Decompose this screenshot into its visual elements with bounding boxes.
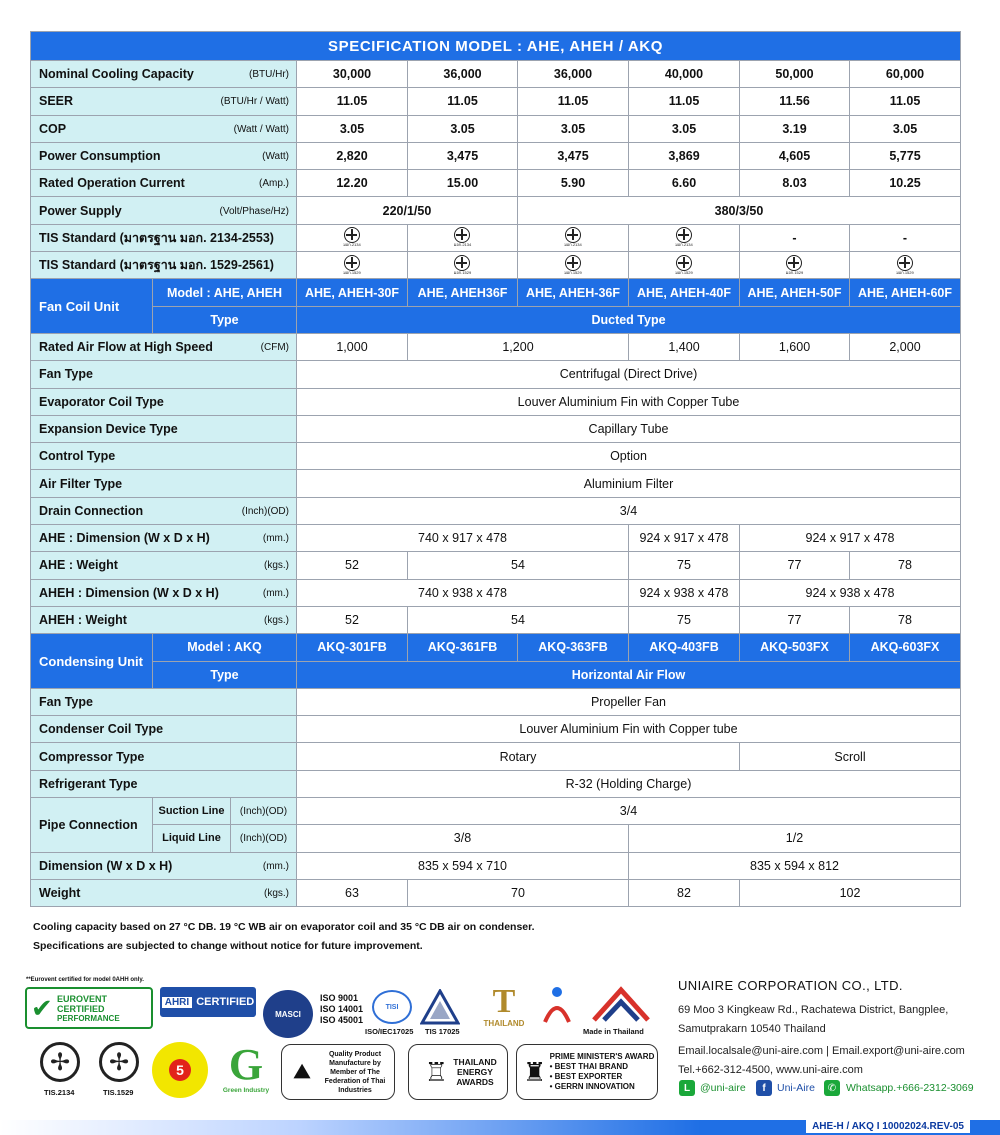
footer-doc-code: AHE-H / AKQ I 10002024.REV-05	[806, 1120, 970, 1133]
table-cell: 3/8	[297, 825, 629, 852]
table-cell: Aluminium Filter	[297, 470, 961, 497]
company-name: UNIAIRE CORPORATION CO., LTD.	[678, 978, 903, 993]
row-label: Control Type	[31, 443, 297, 470]
green-industry-logo: G Green Industry	[222, 1039, 270, 1094]
table-cell: 924 x 938 x 478	[740, 579, 961, 606]
row-label: (BTU/Hr / Watt) SEER	[31, 88, 297, 115]
table-row	[31, 661, 961, 688]
row-label: (mm.) AHE : Dimension (W x D x H)	[31, 525, 297, 552]
table-row	[31, 606, 961, 633]
type-label: Type	[153, 661, 297, 688]
table-cell: 3.05	[408, 115, 518, 142]
row-label: (kgs.) Weight	[31, 879, 297, 906]
table-cell: 1,400	[629, 333, 740, 360]
table-cell: 3,475	[408, 142, 518, 169]
table-cell: Louver Aluminium Fin with Copper Tube	[297, 388, 961, 415]
ahri-logo: AHRI CERTIFIED	[160, 987, 256, 1017]
table-cell: 835 x 594 x 710	[297, 852, 629, 879]
table-cell: 11.56	[740, 88, 850, 115]
section-fan-coil-unit: Fan Coil Unit	[31, 279, 153, 334]
tis-1529-caption: TIS.1529	[103, 1088, 134, 1097]
table-cell: 2,820	[297, 142, 408, 169]
table-cell: 740 x 938 x 478	[297, 579, 629, 606]
table-row	[31, 716, 961, 743]
table-cell: 3,475	[518, 142, 629, 169]
whatsapp-icon: ✆	[824, 1080, 840, 1096]
table-cell: Rotary	[297, 743, 740, 770]
row-label: (Amp.) Rated Operation Current	[31, 170, 297, 197]
table-cell: 63	[297, 879, 408, 906]
table-cell: 380/3/50	[518, 197, 961, 224]
table-cell: Centrifugal (Direct Drive)	[297, 361, 961, 388]
company-email: Email.localsale@uni-aire.com | Email.export@uni-aire.com	[678, 1045, 965, 1057]
table-row	[31, 279, 961, 306]
note-cooling-capacity: Cooling capacity based on 27 °C DB. 19 °C WB air on evaporator coil and 35 °C DB air on condenser.	[33, 921, 535, 933]
table-row	[31, 142, 961, 169]
row-label: Fan Type	[31, 688, 297, 715]
table-cell: 3,869	[629, 142, 740, 169]
table-cell: 3.05	[518, 115, 629, 142]
table-cell: Option	[297, 443, 961, 470]
unit-label: (Inch)(OD)	[231, 825, 297, 852]
table-cell: 3/4	[297, 497, 961, 524]
row-label: Condenser Coil Type	[31, 716, 297, 743]
line-icon: L	[679, 1080, 695, 1096]
table-cell: 11.05	[408, 88, 518, 115]
table-cell: 3.05	[629, 115, 740, 142]
row-label: Fan Type	[31, 361, 297, 388]
note-specifications: Specifications are subjected to change without notice for future improvement.	[33, 940, 423, 952]
table-cell: 40,000	[629, 61, 740, 88]
table-cell: 8.03	[740, 170, 850, 197]
table-row	[31, 879, 961, 906]
spec-title: SPECIFICATION MODEL : AHE, AHEH / AKQ	[31, 32, 961, 61]
table-row	[31, 852, 961, 879]
tis-17025-caption: TIS 17025	[425, 1027, 460, 1036]
row-label: (Inch)(OD) Drain Connection	[31, 497, 297, 524]
model-label: Model : AHE, AHEH	[153, 279, 297, 306]
row-label: TIS Standard (มาตรฐาน มอก. 1529-2561)	[31, 252, 297, 279]
tis-mark-icon: มอก.1529	[850, 252, 961, 279]
table-cell: 60,000	[850, 61, 961, 88]
tisi-accreditation-logo: TISI	[372, 990, 412, 1024]
table-cell: 4,605	[740, 142, 850, 169]
table-cell: -	[740, 224, 850, 251]
eurovent-logo: ✔ EUROVENT CERTIFIED PERFORMANCE	[25, 987, 153, 1029]
row-label: Evaporator Coil Type	[31, 388, 297, 415]
table-row	[31, 197, 961, 224]
table-row	[31, 115, 961, 142]
section-condensing-unit: Condensing Unit	[31, 634, 153, 689]
masci-logo: MASCI	[263, 990, 313, 1038]
table-cell: 78	[850, 606, 961, 633]
row-label: (BTU/Hr) Nominal Cooling Capacity	[31, 61, 297, 88]
model-cell: AHE, AHEH-50F	[740, 279, 850, 306]
table-row	[31, 61, 961, 88]
row-label: (mm.) Dimension (W x D x H)	[31, 852, 297, 879]
suction-line-label: Suction Line	[153, 798, 231, 825]
table-row	[31, 224, 961, 251]
table-row	[31, 333, 961, 360]
table-cell: 82	[629, 879, 740, 906]
table-cell: Scroll	[740, 743, 961, 770]
company-address-2: Samutprakarn 10540 Thailand	[678, 1023, 826, 1035]
row-label: (CFM) Rated Air Flow at High Speed	[31, 333, 297, 360]
model-cell: AKQ-301FB	[297, 634, 408, 661]
table-cell: 75	[629, 606, 740, 633]
energy-awards-logo: ♖ THAILAND ENERGY AWARDS	[408, 1044, 508, 1100]
tis-mark-icon: มอก.1529	[408, 252, 518, 279]
model-cell: AKQ-603FX	[850, 634, 961, 661]
table-row	[31, 252, 961, 279]
table-row	[31, 552, 961, 579]
tis-1529-logo: ✢	[99, 1042, 139, 1082]
row-label: Air Filter Type	[31, 470, 297, 497]
table-cell: 78	[850, 552, 961, 579]
model-cell: AHE, AHEH36F	[408, 279, 518, 306]
spec-table	[30, 31, 961, 907]
table-row	[31, 634, 961, 661]
table-cell: 1/2	[629, 825, 961, 852]
table-cell: 11.05	[297, 88, 408, 115]
table-cell: 30,000	[297, 61, 408, 88]
table-cell: 5.90	[518, 170, 629, 197]
table-cell: 3/4	[297, 798, 961, 825]
table-cell: Capillary Tube	[297, 415, 961, 442]
company-tel: Tel.+662-312-4500, www.uni-aire.com	[678, 1064, 863, 1076]
thai-government-logo	[540, 984, 574, 1024]
model-cell: AHE, AHEH-36F	[518, 279, 629, 306]
tis-2134-logo: ✢	[40, 1042, 80, 1082]
row-label: Expansion Device Type	[31, 415, 297, 442]
table-row	[31, 770, 961, 797]
facebook-icon: f	[756, 1080, 772, 1096]
table-row	[31, 361, 961, 388]
tis-17025-logo	[420, 989, 460, 1025]
table-cell: 15.00	[408, 170, 518, 197]
row-label: Pipe Connection	[31, 798, 153, 853]
table-row	[31, 798, 961, 825]
table-cell: 1,200	[408, 333, 629, 360]
whatsapp-link[interactable]: Whatsapp.+666-2312-3069	[846, 1082, 974, 1094]
table-cell: 3.05	[297, 115, 408, 142]
iso-17025-caption: ISO/IEC17025	[365, 1027, 414, 1036]
eurovent-note: **Eurovent certified for model 0AHH only.	[26, 977, 144, 983]
iso-list: ISO 9001 ISO 14001 ISO 45001	[320, 993, 364, 1025]
table-cell: Propeller Fan	[297, 688, 961, 715]
pm-award-logo: ♜ PRIME MINISTER'S AWARD • BEST THAI BRAND • BEST EXPORTER • GERRN INNOVATION	[516, 1044, 658, 1100]
row-label: (Volt/Phase/Hz) Power Supply	[31, 197, 297, 224]
tis-2134-caption: TIS.2134	[44, 1088, 75, 1097]
table-cell: 102	[740, 879, 961, 906]
table-cell: 52	[297, 606, 408, 633]
tis-mark-icon: มอก.2134	[408, 224, 518, 251]
row-label: (kgs.) AHEH : Weight	[31, 606, 297, 633]
tis-mark-icon: มอก.2134	[629, 224, 740, 251]
table-cell: 1,600	[740, 333, 850, 360]
table-cell: -	[850, 224, 961, 251]
table-row	[31, 825, 961, 852]
table-cell: 52	[297, 552, 408, 579]
tis-mark-icon: มอก.1529	[518, 252, 629, 279]
row-label: (kgs.) AHE : Weight	[31, 552, 297, 579]
thailand-trust-logo: T THAILAND	[483, 982, 525, 1028]
row-label: (Watt / Watt) COP	[31, 115, 297, 142]
table-row	[31, 688, 961, 715]
row-label: (mm.) AHEH : Dimension (W x D x H)	[31, 579, 297, 606]
table-cell: 2,000	[850, 333, 961, 360]
table-cell: 75	[629, 552, 740, 579]
model-cell: AKQ-363FB	[518, 634, 629, 661]
type-value: Horizontal Air Flow	[297, 661, 961, 688]
table-row	[31, 88, 961, 115]
row-label: Compressor Type	[31, 743, 297, 770]
table-row	[31, 497, 961, 524]
table-row	[31, 525, 961, 552]
table-cell: 10.25	[850, 170, 961, 197]
table-row	[31, 743, 961, 770]
table-cell: 77	[740, 552, 850, 579]
tis-mark-icon: มอก.2134	[297, 224, 408, 251]
table-cell: R-32 (Holding Charge)	[297, 770, 961, 797]
unit-label: (Inch)(OD)	[231, 798, 297, 825]
model-cell: AKQ-361FB	[408, 634, 518, 661]
tis-mark-icon: มอก.1529	[297, 252, 408, 279]
table-row	[31, 579, 961, 606]
line-link[interactable]: @uni-aire	[700, 1082, 746, 1094]
trophy-icon: ♖	[424, 1056, 448, 1087]
made-in-thailand-caption: Made in Thailand	[583, 1027, 644, 1036]
company-address-1: 69 Moo 3 Kingkeaw Rd., Rachatewa District, Bangplee,	[678, 1004, 949, 1016]
table-cell: 12.20	[297, 170, 408, 197]
table-cell: Louver Aluminium Fin with Copper tube	[297, 716, 961, 743]
facebook-link[interactable]: Uni-Aire	[777, 1082, 815, 1094]
model-cell: AHE, AHEH-30F	[297, 279, 408, 306]
trophy-icon: ♜	[522, 1056, 547, 1087]
table-row	[31, 306, 961, 333]
table-cell: 54	[408, 606, 629, 633]
model-label: Model : AKQ	[153, 634, 297, 661]
model-cell: AKQ-503FX	[740, 634, 850, 661]
table-cell: 77	[740, 606, 850, 633]
table-cell: 11.05	[518, 88, 629, 115]
row-label: TIS Standard (มาตรฐาน มอก. 2134-2553)	[31, 224, 297, 251]
row-label: (Watt) Power Consumption	[31, 142, 297, 169]
table-cell: 6.60	[629, 170, 740, 197]
table-cell: 924 x 917 x 478	[629, 525, 740, 552]
row-label: Refrigerant Type	[31, 770, 297, 797]
model-cell: AKQ-403FB	[629, 634, 740, 661]
table-cell: 3.05	[850, 115, 961, 142]
tis-mark-icon: มอก.2134	[518, 224, 629, 251]
table-cell: 5,775	[850, 142, 961, 169]
tis-mark-icon: มอก.1529	[629, 252, 740, 279]
liquid-line-label: Liquid Line	[153, 825, 231, 852]
check-icon: ✔	[31, 993, 53, 1023]
table-cell: 50,000	[740, 61, 850, 88]
table-row	[31, 443, 961, 470]
table-cell: 924 x 938 x 478	[629, 579, 740, 606]
model-cell: AHE, AHEH-60F	[850, 279, 961, 306]
energy-label-logo: 5	[152, 1042, 208, 1098]
table-row	[31, 470, 961, 497]
table-cell: 36,000	[408, 61, 518, 88]
fti-quality-logo: ⛰ Quality Product Manufacture by Member of The Federation of Thai Industries	[281, 1044, 395, 1100]
made-in-thailand-logo	[590, 986, 652, 1022]
type-label: Type	[153, 306, 297, 333]
table-row	[31, 388, 961, 415]
table-row	[31, 415, 961, 442]
table-row	[31, 170, 961, 197]
table-cell: 1,000	[297, 333, 408, 360]
table-cell: 36,000	[518, 61, 629, 88]
table-cell: 740 x 917 x 478	[297, 525, 629, 552]
model-cell: AHE, AHEH-40F	[629, 279, 740, 306]
table-cell: 220/1/50	[297, 197, 518, 224]
table-cell: 54	[408, 552, 629, 579]
table-cell: 70	[408, 879, 629, 906]
table-cell: 3.19	[740, 115, 850, 142]
table-cell: 11.05	[629, 88, 740, 115]
tis-mark-icon: มอก.1529	[740, 252, 850, 279]
type-value: Ducted Type	[297, 306, 961, 333]
table-cell: 835 x 594 x 812	[629, 852, 961, 879]
table-cell: 11.05	[850, 88, 961, 115]
table-cell: 924 x 917 x 478	[740, 525, 961, 552]
fti-icon: ⛰	[293, 1060, 311, 1083]
